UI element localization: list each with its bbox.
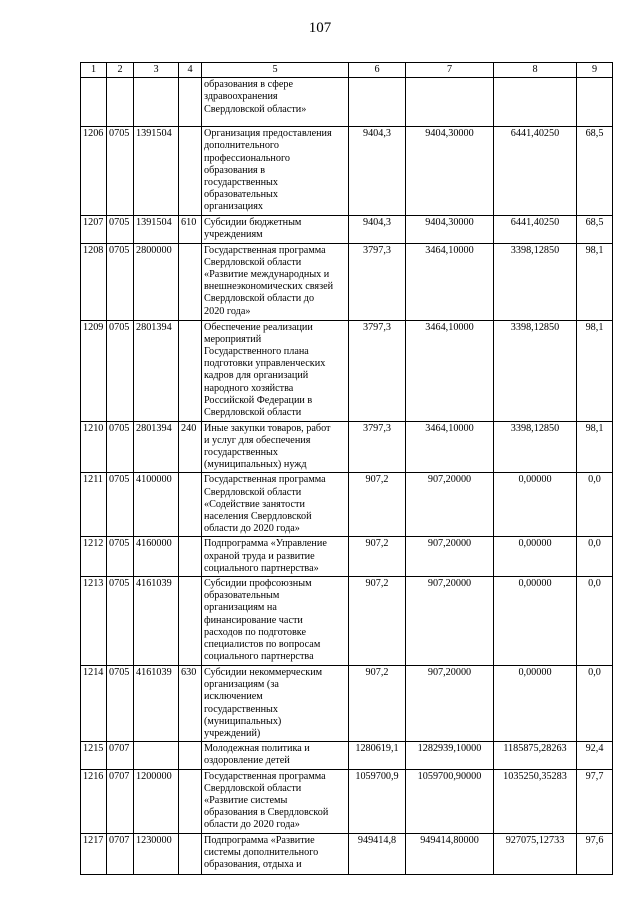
expense-type-cell	[179, 127, 202, 216]
executed-amount-cell: 0,00000	[494, 473, 577, 537]
planned-amount-cell: 3797,3	[349, 320, 406, 421]
refined-amount-cell: 907,20000	[406, 666, 494, 742]
section-code-cell: 0705	[107, 421, 134, 473]
executed-amount-cell: 0,00000	[494, 577, 577, 666]
table-row	[81, 243, 613, 320]
table-row	[81, 833, 613, 874]
row-number-cell: 1215	[81, 742, 107, 769]
row-number-cell: 1206	[81, 127, 107, 216]
percent-cell	[577, 78, 613, 127]
refined-amount-cell: 907,20000	[406, 537, 494, 577]
expense-type-cell	[179, 769, 202, 833]
target-item-cell	[134, 78, 179, 127]
table-row	[81, 127, 613, 216]
section-code-cell: 0705	[107, 666, 134, 742]
section-code-cell: 0705	[107, 216, 134, 243]
section-code-cell	[107, 78, 134, 127]
executed-amount-cell: 6441,40250	[494, 127, 577, 216]
section-code-cell: 0705	[107, 243, 134, 320]
refined-amount-cell: 3464,10000	[406, 421, 494, 473]
planned-amount-cell	[349, 78, 406, 127]
section-code-cell: 0705	[107, 473, 134, 537]
refined-amount-cell: 9404,30000	[406, 216, 494, 243]
column-header: 7	[406, 63, 494, 78]
refined-amount-cell: 907,20000	[406, 577, 494, 666]
description-cell: Иные закупки товаров, работ и услуг для обеспечения государственных (муниципальных) нужд	[202, 421, 349, 473]
description-cell: Государственная программа Свердловской области «Развитие системы образования в Свердловской области до 2020 года»	[202, 769, 349, 833]
target-item-cell: 4100000	[134, 473, 179, 537]
description-cell: Государственная программа Свердловской области «Содействие занятости населения Свердловской области до 2020 года»	[202, 473, 349, 537]
row-number-cell: 1213	[81, 577, 107, 666]
section-code-cell: 0707	[107, 742, 134, 769]
table-row	[81, 421, 613, 473]
column-header: 5	[202, 63, 349, 78]
planned-amount-cell: 907,2	[349, 577, 406, 666]
percent-cell: 68,5	[577, 127, 613, 216]
percent-cell: 97,6	[577, 833, 613, 874]
refined-amount-cell: 949414,80000	[406, 833, 494, 874]
description-cell: Обеспечение реализации мероприятий Государственного плана подготовки управленческих кадров для организаций народного хозяйства Российской Федерации в Свердловской области	[202, 320, 349, 421]
row-number-cell: 1211	[81, 473, 107, 537]
executed-amount-cell: 927075,12733	[494, 833, 577, 874]
budget-table	[80, 62, 613, 875]
section-code-cell: 0705	[107, 537, 134, 577]
percent-cell: 0,0	[577, 537, 613, 577]
target-item-cell: 1391504	[134, 216, 179, 243]
percent-cell: 68,5	[577, 216, 613, 243]
expense-type-cell	[179, 537, 202, 577]
column-header: 2	[107, 63, 134, 78]
planned-amount-cell: 3797,3	[349, 421, 406, 473]
percent-cell: 98,1	[577, 243, 613, 320]
planned-amount-cell: 9404,3	[349, 127, 406, 216]
percent-cell: 0,0	[577, 666, 613, 742]
executed-amount-cell: 3398,12850	[494, 320, 577, 421]
table-row	[81, 320, 613, 421]
row-number-cell: 1208	[81, 243, 107, 320]
table-row	[81, 537, 613, 577]
percent-cell: 97,7	[577, 769, 613, 833]
row-number-cell: 1207	[81, 216, 107, 243]
target-item-cell: 4161039	[134, 577, 179, 666]
planned-amount-cell: 9404,3	[349, 216, 406, 243]
description-cell: образования в сфере здравоохранения Свердловской области»	[202, 78, 349, 127]
target-item-cell: 1200000	[134, 769, 179, 833]
executed-amount-cell: 3398,12850	[494, 421, 577, 473]
target-item-cell: 2801394	[134, 421, 179, 473]
refined-amount-cell: 3464,10000	[406, 320, 494, 421]
executed-amount-cell: 0,00000	[494, 666, 577, 742]
percent-cell: 98,1	[577, 421, 613, 473]
planned-amount-cell: 1280619,1	[349, 742, 406, 769]
expense-type-cell	[179, 742, 202, 769]
header-row	[81, 63, 613, 78]
table-row	[81, 666, 613, 742]
description-cell: Государственная программа Свердловской области «Развитие международных и внешнеэкономических связей Свердловской области до 2020 года»	[202, 243, 349, 320]
expense-type-cell: 240	[179, 421, 202, 473]
section-code-cell: 0707	[107, 833, 134, 874]
expense-type-cell: 630	[179, 666, 202, 742]
description-cell: Подпрограмма «Управление охраной труда и развитие социального партнерства»	[202, 537, 349, 577]
row-number-cell: 1214	[81, 666, 107, 742]
table-row	[81, 473, 613, 537]
expense-type-cell	[179, 243, 202, 320]
expense-type-cell	[179, 320, 202, 421]
description-cell: Подпрограмма «Развитие системы дополнительного образования, отдыха и	[202, 833, 349, 874]
table-row	[81, 742, 613, 769]
row-number-cell: 1217	[81, 833, 107, 874]
section-code-cell: 0705	[107, 577, 134, 666]
percent-cell: 92,4	[577, 742, 613, 769]
planned-amount-cell: 1059700,9	[349, 769, 406, 833]
page-number: 107	[308, 20, 332, 36]
row-number-cell: 1216	[81, 769, 107, 833]
refined-amount-cell: 9404,30000	[406, 127, 494, 216]
row-number-cell	[81, 78, 107, 127]
section-code-cell: 0707	[107, 769, 134, 833]
executed-amount-cell: 6441,40250	[494, 216, 577, 243]
table-row	[81, 216, 613, 243]
expense-type-cell	[179, 577, 202, 666]
refined-amount-cell: 3464,10000	[406, 243, 494, 320]
row-number-cell: 1212	[81, 537, 107, 577]
planned-amount-cell: 907,2	[349, 537, 406, 577]
section-code-cell: 0705	[107, 320, 134, 421]
target-item-cell: 1230000	[134, 833, 179, 874]
column-header: 9	[577, 63, 613, 78]
row-number-cell: 1209	[81, 320, 107, 421]
executed-amount-cell: 1185875,28263	[494, 742, 577, 769]
executed-amount-cell: 1035250,35283	[494, 769, 577, 833]
planned-amount-cell: 3797,3	[349, 243, 406, 320]
table-row	[81, 78, 613, 127]
column-header: 6	[349, 63, 406, 78]
percent-cell: 98,1	[577, 320, 613, 421]
expense-type-cell: 610	[179, 216, 202, 243]
expense-type-cell	[179, 473, 202, 537]
target-item-cell: 2801394	[134, 320, 179, 421]
target-item-cell: 4161039	[134, 666, 179, 742]
executed-amount-cell: 3398,12850	[494, 243, 577, 320]
target-item-cell	[134, 742, 179, 769]
table-row	[81, 769, 613, 833]
table-body	[81, 78, 613, 874]
executed-amount-cell	[494, 78, 577, 127]
refined-amount-cell: 1282939,10000	[406, 742, 494, 769]
description-cell: Субсидии профсоюзным образовательным организациям на финансирование части расходов по подготовке специалистов по вопросам социального партнерства	[202, 577, 349, 666]
refined-amount-cell	[406, 78, 494, 127]
section-code-cell: 0705	[107, 127, 134, 216]
table-row	[81, 577, 613, 666]
planned-amount-cell: 907,2	[349, 666, 406, 742]
description-cell: Субсидии бюджетным учреждениям	[202, 216, 349, 243]
planned-amount-cell: 907,2	[349, 473, 406, 537]
executed-amount-cell: 0,00000	[494, 537, 577, 577]
planned-amount-cell: 949414,8	[349, 833, 406, 874]
description-cell: Субсидии некоммерческим организациям (за исключением государственных (муниципальных) учреждений)	[202, 666, 349, 742]
percent-cell: 0,0	[577, 473, 613, 537]
column-header: 1	[81, 63, 107, 78]
description-cell: Организация предоставления дополнительного профессионального образования в государственных образовательных организациях	[202, 127, 349, 216]
target-item-cell: 2800000	[134, 243, 179, 320]
row-number-cell: 1210	[81, 421, 107, 473]
description-cell: Молодежная политика и оздоровление детей	[202, 742, 349, 769]
target-item-cell: 4160000	[134, 537, 179, 577]
percent-cell: 0,0	[577, 577, 613, 666]
refined-amount-cell: 1059700,90000	[406, 769, 494, 833]
column-header: 4	[179, 63, 202, 78]
expense-type-cell	[179, 833, 202, 874]
refined-amount-cell: 907,20000	[406, 473, 494, 537]
column-header: 8	[494, 63, 577, 78]
column-header: 3	[134, 63, 179, 78]
expense-type-cell	[179, 78, 202, 127]
target-item-cell: 1391504	[134, 127, 179, 216]
